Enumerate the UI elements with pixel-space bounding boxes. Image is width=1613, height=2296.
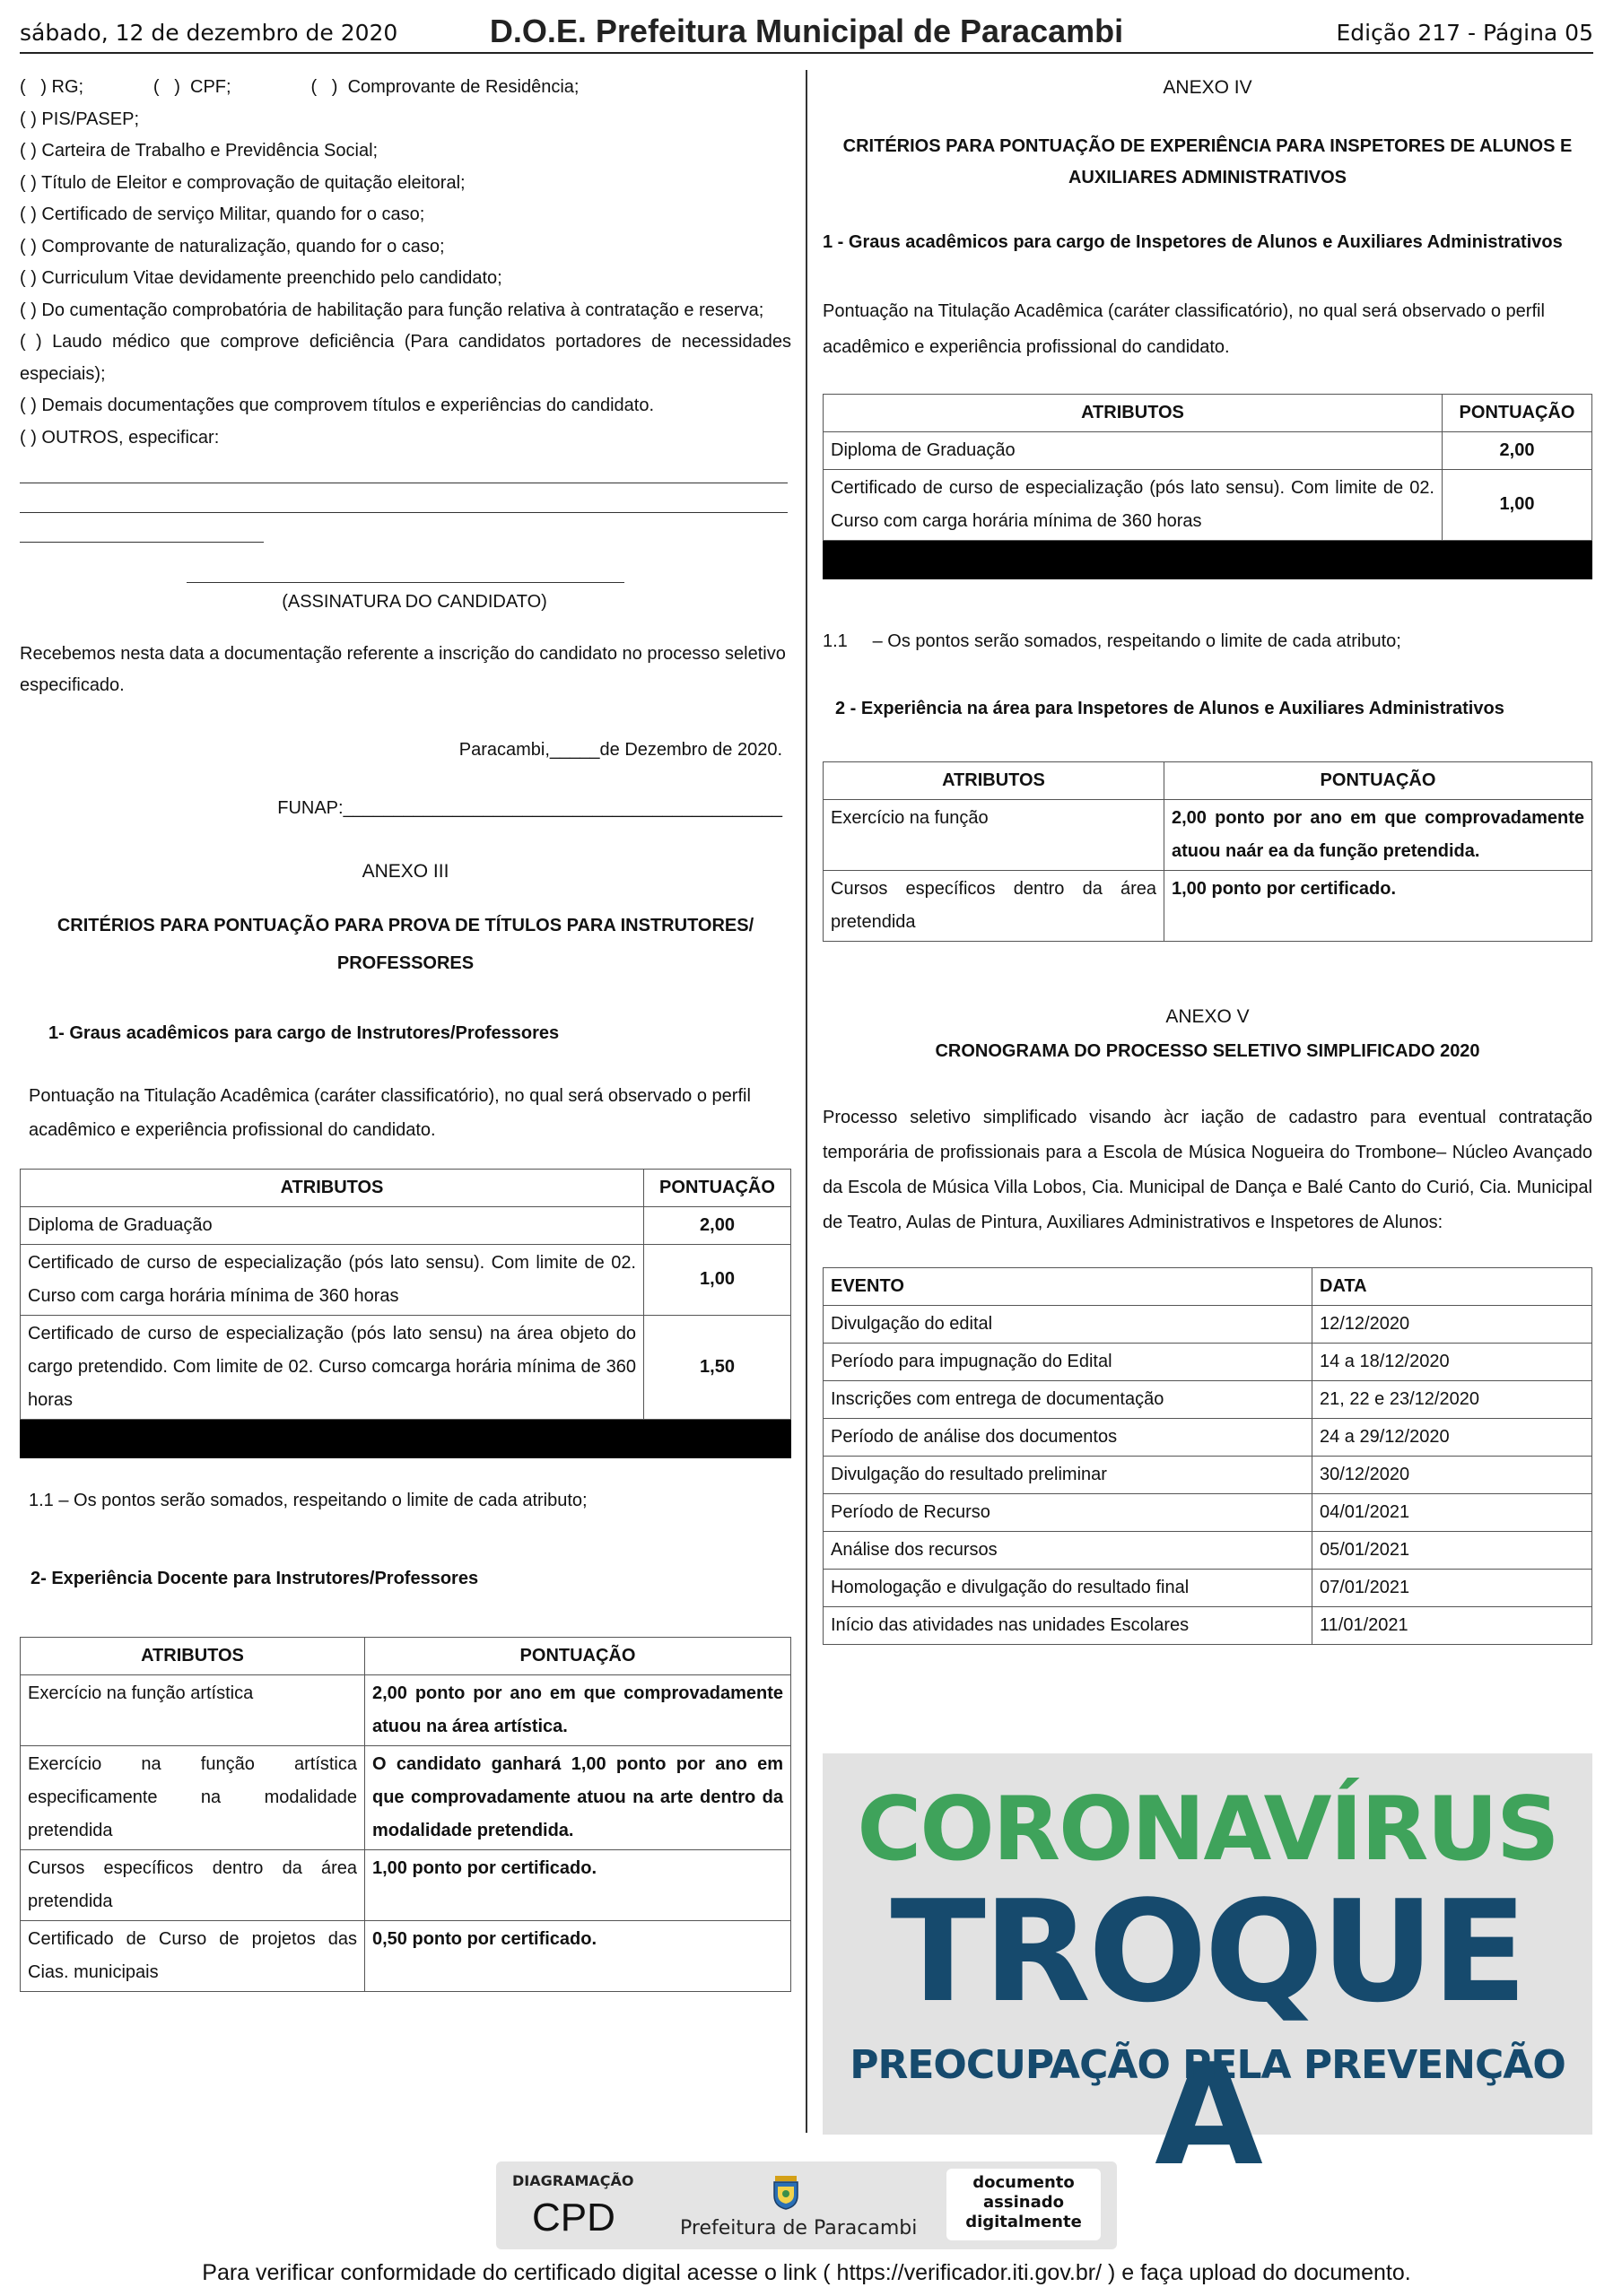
event-cell: Período de Recurso bbox=[824, 1493, 1312, 1531]
checklist-item: ( ) OUTROS, especificar: bbox=[20, 427, 220, 448]
signature-line bbox=[187, 553, 624, 583]
checklist-item: ( ) Título de Eleitor e comprovação de quitação eleitoral; bbox=[20, 172, 466, 193]
table-header: DATA bbox=[1312, 1267, 1592, 1305]
table-cell: 1,00 bbox=[644, 1244, 791, 1315]
header-date: sábado, 12 de dezembro de 2020 bbox=[20, 20, 398, 46]
checklist-item: ( ) Carteira de Trabalho e Previdência Social; bbox=[20, 141, 379, 161]
academic-table bbox=[20, 1169, 791, 1458]
table-row bbox=[824, 1343, 1592, 1380]
prefeitura-label: Prefeitura de Paracambi bbox=[680, 2217, 918, 2239]
table-cell: Exercício na função artística bbox=[21, 1674, 365, 1745]
table-header: PONTUAÇÃO bbox=[1164, 761, 1592, 799]
blank-line bbox=[20, 454, 788, 483]
section1-text: Pontuação na Titulação Acadêmica (caráter classificatório), no qual será observado o perfil acadêmico e experiência profissional do candidato. bbox=[823, 300, 1545, 357]
checklist-item: ( ) Curriculum Vitae devidamente preenchido pelo candidato; bbox=[20, 268, 502, 288]
table-row bbox=[824, 1418, 1592, 1456]
date-cell: 12/12/2020 bbox=[1312, 1305, 1592, 1343]
annex3-heading: CRITÉRIOS PARA PONTUAÇÃO PARA PROVA DE TÍTULOS PARA INSTRUTORES/ PROFESSORES bbox=[57, 916, 754, 973]
table-cell: 2,00 bbox=[1443, 431, 1592, 469]
date-cell: 07/01/2021 bbox=[1312, 1569, 1592, 1606]
date-cell: 04/01/2021 bbox=[1312, 1493, 1592, 1531]
banner-line3: PREOCUPAÇÃO PELA PREVENÇÃO bbox=[850, 2042, 1565, 2088]
table-row bbox=[21, 1849, 791, 1920]
annex4-heading: CRITÉRIOS PARA PONTUAÇÃO DE EXPERIÊNCIA PARA INSPETORES DE ALUNOS E AUXILIARES ADMINISTRATIVOS bbox=[842, 135, 1573, 187]
table-cell: 1,50 bbox=[644, 1315, 791, 1419]
table-row bbox=[824, 431, 1592, 469]
table-row bbox=[21, 1244, 791, 1315]
event-cell: Análise dos recursos bbox=[824, 1531, 1312, 1569]
checklist-item: ( ) PIS/PASEP; bbox=[20, 109, 139, 129]
cpd-label: CPD bbox=[532, 2196, 615, 2239]
table-header: ATRIBUTOS bbox=[824, 761, 1164, 799]
table-cell: 1,00 ponto por certificado. bbox=[1164, 870, 1592, 941]
table-cell: 2,00 ponto por ano em que comprovadamente atuou naár ea da função pretendida. bbox=[1164, 799, 1592, 870]
table-cell: 1,00 bbox=[1443, 469, 1592, 540]
table-row bbox=[21, 1206, 791, 1244]
blank-line bbox=[20, 483, 788, 513]
signed-badge: documento assinado digitalmente bbox=[946, 2169, 1101, 2240]
table-cell: Exercício na função artística especificamente na modalidade pretendida bbox=[21, 1745, 365, 1849]
event-cell: Período para impugnação do Edital bbox=[824, 1343, 1312, 1380]
left-column bbox=[20, 72, 791, 1992]
experience-table bbox=[20, 1637, 791, 1992]
table-row-filled bbox=[21, 1419, 791, 1457]
annex3-title: ANEXO III bbox=[362, 860, 449, 882]
event-cell: Divulgação do resultado preliminar bbox=[824, 1456, 1312, 1493]
coronavirus-banner bbox=[823, 1753, 1592, 2196]
event-cell: Período de análise dos documentos bbox=[824, 1418, 1312, 1456]
annex4-title: ANEXO IV bbox=[1163, 77, 1252, 98]
annex5-text: Processo seletivo simplificado visando àcr iação de cadastro para eventual contratação temporária de profissionais para a Escola de Música Nogueira do Trombone– Núcleo Avançado da Escola de Música Villa Lobos, Cia. Municipal de Dança e Balé Canto do Curió, Cia. Municipal de Teatro, Aulas de Pintura, Auxiliares Administrativos e Inspetores de Alunos: bbox=[823, 1107, 1592, 1232]
right-column bbox=[823, 72, 1592, 1645]
annex5-heading: CRONOGRAMA DO PROCESSO SELETIVO SIMPLIFICADO 2020 bbox=[935, 1041, 1480, 1061]
event-cell: Homologação e divulgação do resultado final bbox=[824, 1569, 1312, 1606]
date-cell: 21, 22 e 23/12/2020 bbox=[1312, 1380, 1592, 1418]
table-row bbox=[21, 1315, 791, 1419]
table-row bbox=[824, 1305, 1592, 1343]
section1-text: Pontuação na Titulação Acadêmica (caráter classificatório), no qual será observado o perfil acadêmico e experiência profissional do candidato. bbox=[29, 1085, 751, 1140]
table-cell: 2,00 bbox=[644, 1206, 791, 1244]
table-cell: 1,00 ponto por certificado. bbox=[365, 1849, 791, 1920]
place-date: Paracambi,_____de Dezembro de 2020. bbox=[458, 739, 782, 760]
date-cell: 30/12/2020 bbox=[1312, 1456, 1592, 1493]
section2-heading: 2- Experiência Docente para Instrutores/Professores bbox=[31, 1569, 479, 1588]
date-cell: 14 a 18/12/2020 bbox=[1312, 1343, 1592, 1380]
table-cell: Certificado de Curso de projetos das Cias. municipais bbox=[21, 1920, 365, 1991]
table-header: PONTUAÇÃO bbox=[1443, 394, 1592, 431]
table-cell: Exercício na função bbox=[824, 799, 1164, 870]
table-row bbox=[824, 1456, 1592, 1493]
signature-label: (ASSINATURA DO CANDIDATO) bbox=[282, 592, 547, 612]
date-cell: 11/01/2021 bbox=[1312, 1606, 1592, 1644]
city-crest-icon bbox=[772, 2176, 799, 2210]
table-row bbox=[824, 1493, 1592, 1531]
checklist-item: ( ) Demais documentações que comprovem títulos e experiências do candidato. bbox=[20, 396, 655, 415]
schedule-table bbox=[823, 1267, 1592, 1645]
table-cell: Cursos específicos dentro da área pretendida bbox=[21, 1849, 365, 1920]
table-row bbox=[824, 870, 1592, 941]
table-row bbox=[824, 1606, 1592, 1644]
diagramacao-label: DIAGRAMAÇÃO bbox=[512, 2172, 634, 2189]
column-divider bbox=[806, 70, 807, 2133]
table-row-filled bbox=[824, 540, 1592, 578]
table-header: ATRIBUTOS bbox=[21, 1637, 365, 1674]
table-cell: 2,00 ponto por ano em que comprovadamente atuou na área artística. bbox=[365, 1674, 791, 1745]
date-cell: 24 a 29/12/2020 bbox=[1312, 1418, 1592, 1456]
footer-box bbox=[496, 2161, 1117, 2249]
funap-line: FUNAP:____________________________________________ bbox=[277, 798, 782, 818]
note-text: 1.1 – Os pontos serão somados, respeitando o limite de cada atributo; bbox=[823, 631, 1401, 651]
table-row bbox=[21, 1745, 791, 1849]
table-cell: Certificado de curso de especialização (pós lato sensu). Com limite de 02. Curso com carga horária mínima de 360 horas bbox=[824, 469, 1443, 540]
table-row bbox=[21, 1920, 791, 1991]
checklist-item: ( ) Laudo médico que comprove deficiência (Para candidatos portadores de necessidades especiais); bbox=[20, 332, 791, 384]
table-row bbox=[824, 1380, 1592, 1418]
page-header bbox=[20, 13, 1593, 54]
table-row bbox=[824, 799, 1592, 870]
table-header: EVENTO bbox=[824, 1267, 1312, 1305]
receipt-text: Recebemos nesta data a documentação referente a inscrição do candidato no processo seletivo especificado. bbox=[20, 643, 786, 695]
table-cell: Certificado de curso de especialização (pós lato sensu). Com limite de 02. Curso com carga horária mínima de 360 horas bbox=[21, 1244, 644, 1315]
table-cell: Certificado de curso de especialização (pós lato sensu) na área objeto do cargo pretendido. Com limite de 02. Curso comcarga horária mínima de 360 horas bbox=[21, 1315, 644, 1419]
academic-table bbox=[823, 394, 1592, 579]
event-cell: Divulgação do edital bbox=[824, 1305, 1312, 1343]
table-cell: Diploma de Graduação bbox=[824, 431, 1443, 469]
table-cell: Cursos específicos dentro da área pretendida bbox=[824, 870, 1164, 941]
table-row bbox=[824, 1531, 1592, 1569]
checklist-item: ( ) Certificado de serviço Militar, quando for o caso; bbox=[20, 204, 425, 224]
event-cell: Inscrições com entrega de documentação bbox=[824, 1380, 1312, 1418]
table-cell: O candidato ganhará 1,00 ponto por ano em que comprovadamente atuou na arte dentro da modalidade pretendida. bbox=[365, 1745, 791, 1849]
banner-line2: TROQUE A bbox=[890, 1870, 1525, 2196]
checklist-item: ( ) Do cumentação comprobatória de habilitação para função relativa à contratação e reserva; bbox=[20, 300, 764, 320]
date-cell: 05/01/2021 bbox=[1312, 1531, 1592, 1569]
table-header: ATRIBUTOS bbox=[21, 1169, 644, 1206]
table-header: PONTUAÇÃO bbox=[365, 1637, 791, 1674]
event-cell: Início das atividades nas unidades Escolares bbox=[824, 1606, 1312, 1644]
annex5-title: ANEXO V bbox=[1165, 1005, 1250, 1027]
table-header: PONTUAÇÃO bbox=[644, 1169, 791, 1206]
section1-heading: 1- Graus acadêmicos para cargo de Instrutores/Professores bbox=[48, 1023, 560, 1043]
section2-heading: 2 - Experiência na área para Inspetores de Alunos e Auxiliares Administrativos bbox=[835, 699, 1504, 718]
table-row bbox=[21, 1674, 791, 1745]
section1-heading: 1 - Graus acadêmicos para cargo de Inspetores de Alunos e Auxiliares Administrativos bbox=[823, 231, 1563, 252]
experience-table bbox=[823, 761, 1592, 942]
documents-line: ( ) RG; ( ) CPF; ( ) Comprovante de Residência; bbox=[20, 77, 580, 97]
table-cell: 0,50 ponto por certificado. bbox=[365, 1920, 791, 1991]
table-header: ATRIBUTOS bbox=[824, 394, 1443, 431]
verify-text: Para verificar conformidade do certificado digital acesse o link ( https://verificador.iti.gov.br/ ) e faça upload do documento. bbox=[202, 2260, 1411, 2285]
table-row bbox=[824, 469, 1592, 540]
banner-line1: CORONAVÍRUS bbox=[857, 1779, 1558, 1881]
blank-line bbox=[20, 513, 264, 543]
note-text: 1.1 – Os pontos serão somados, respeitando o limite de cada atributo; bbox=[29, 1490, 588, 1510]
table-cell: Diploma de Graduação bbox=[21, 1206, 644, 1244]
header-edition: Edição 217 - Página 05 bbox=[1336, 20, 1593, 46]
header-title: D.O.E. Prefeitura Municipal de Paracambi bbox=[489, 13, 1124, 49]
table-row bbox=[824, 1569, 1592, 1606]
checklist-item: ( ) Comprovante de naturalização, quando for o caso; bbox=[20, 236, 445, 257]
